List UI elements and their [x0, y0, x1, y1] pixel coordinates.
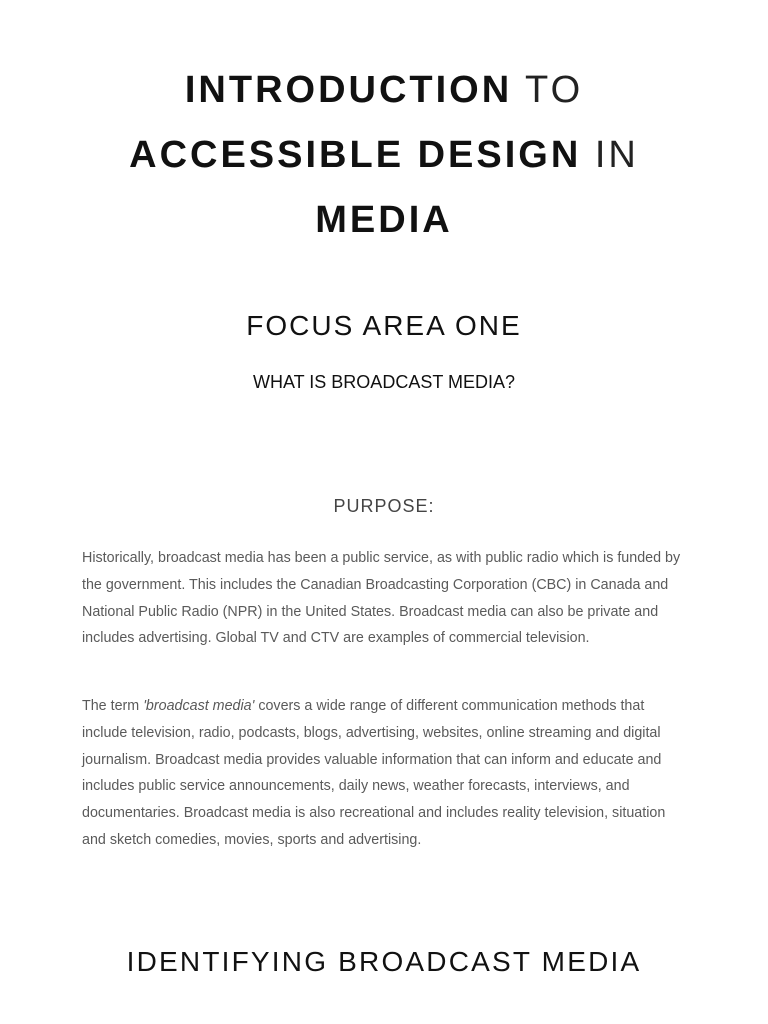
title-line1-strong: INTRODUCTION — [184, 69, 513, 111]
purpose-heading: PURPOSE: — [333, 496, 435, 516]
title-line3-strong: MEDIA — [315, 199, 453, 241]
focus-area-heading: FOCUS AREA ONE — [246, 310, 522, 341]
title-line1-light: TO — [512, 69, 584, 111]
title-line2-light: IN — [581, 134, 639, 176]
paragraph-2-rest: covers a wide range of different communication methods that include television, radio, podcasts, blogs, advertising, websites, online streaming and digital journalism. Broadcast media provides valuable information that can inform and educate and includes public service announcements, daily news, weather forecasts, interviews, and documentaries. Broadcast media is also recreational and includes reality television, situation and sketch comedies, movies, sports and advertising. — [82, 698, 666, 848]
page-title — [0, 58, 768, 253]
paragraph-2-prefix: The term — [82, 698, 144, 714]
identifying-broadcast-media-heading: IDENTIFYING BROADCAST MEDIA — [126, 946, 642, 977]
purpose-paragraph-1: Historically, broadcast media has been a public service, as with public radio which is funded by the government. This includes the Canadian Broadcasting Corporation (CBC) in Canada and National Public Radio (NPR) in the United States. Broadcast media can also be private and includes advertising. Global TV and CTV are examples of commercial television. — [82, 550, 681, 647]
broadcast-media-term: 'broadcast media' — [143, 698, 255, 714]
title-line2-strong: ACCESSIBLE DESIGN — [129, 134, 582, 176]
purpose-paragraph-2 — [82, 693, 688, 854]
focus-area-subheading: WHAT IS BROADCAST MEDIA? — [252, 372, 516, 392]
